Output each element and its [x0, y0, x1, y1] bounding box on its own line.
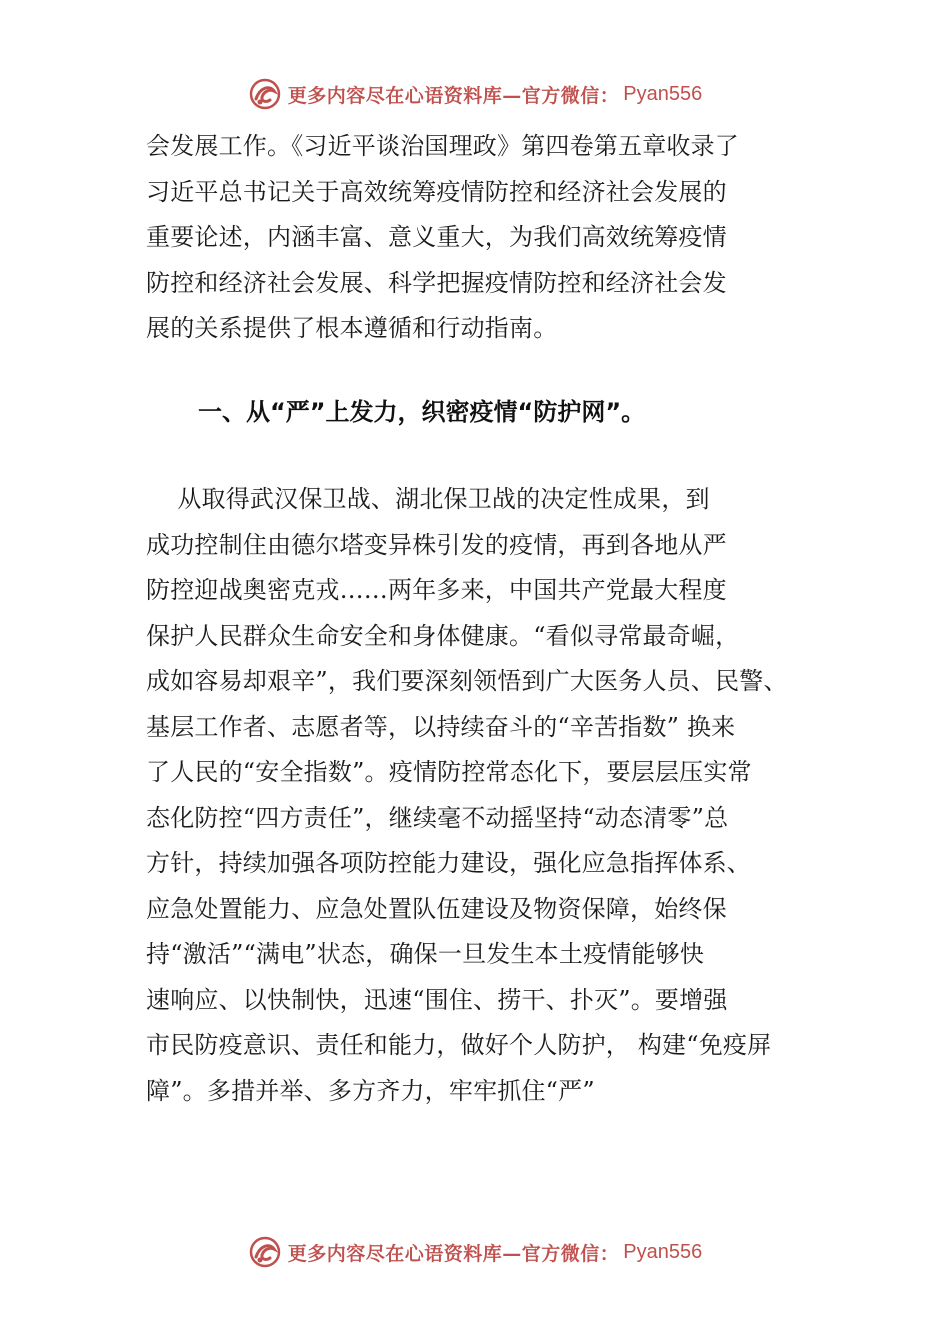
text-line: 成如容易却艰辛”，我们要深刻领悟到广大医务人员、民警、 [146, 667, 788, 695]
text-line: 市民防疫意识、责任和能力，做好个人防护， 构建“免疫屏 [146, 1031, 772, 1059]
text-line: 障”。多措并举、多方齐力，牢牢抓住“严” [146, 1076, 595, 1105]
header-watermark [0, 74, 950, 114]
watermark-text: 更多内容尽在心语资料库—官方微信： [287, 84, 620, 107]
watermark-text: 更多内容尽在心语资料库—官方微信： [287, 1242, 620, 1265]
watermark-contact: Pyan556 [623, 82, 703, 105]
text-line: 持“激活”“满电”状态，确保一旦发生本土疫情能够快 [146, 940, 705, 968]
text-line: 应急处置能力、应急处置队伍建设及物资保障，始终保 [146, 894, 727, 923]
text-line: 习近平总书记关于高效统筹疫情防控和经济社会发展的 [146, 177, 727, 206]
text-line: 成功控制住由德尔塔变异株引发的疫情，再到各地从严 [146, 530, 727, 559]
text-line: 会发展工作。《习近平谈治国理政》第四卷第五章收录了 [146, 132, 739, 160]
text-line: 展的关系提供了根本遵循和行动指南。 [146, 314, 558, 342]
text-line: 从取得武汉保卫战、湖北保卫战的决定性成果，到 [146, 485, 710, 513]
text-line: 保护人民群众生命安全和身体健康。“看似寻常最奇崛， [146, 621, 740, 650]
text-line: 了人民的“安全指数”。疫情防控常态化下，要层层压实常 [146, 758, 752, 786]
footer-watermark [0, 1232, 950, 1272]
text-line: 速响应、以快制快，迅速“围住、捞干、扑灭”。要增强 [146, 985, 728, 1014]
section-paragraph [146, 477, 846, 1114]
text-line: 防控迎战奥密克戎……两年多来，中国共产党最大程度 [146, 576, 727, 604]
red-swirl-logo-icon [248, 1235, 282, 1269]
watermark-contact: Pyan556 [623, 1240, 703, 1263]
text-line: 基层工作者、志愿者等，以持续奋斗的“辛苦指数” 换来 [146, 712, 736, 741]
text-line: 防控和经济社会发展、科学把握疫情防控和经济社会发 [146, 268, 727, 297]
intro-paragraph [146, 124, 846, 352]
text-line: 方针，持续加强各项防控能力建设，强化应急指挥体系、 [146, 849, 751, 877]
text-line: 重要论述，内涵丰富、意义重大，为我们高效统筹疫情 [146, 223, 727, 251]
section-heading: 一、从“严”上发力，织密疫情“防护网”。 [198, 398, 646, 426]
text-line: 态化防控“四方责任”，继续毫不动摇坚持“动态清零”总 [146, 803, 729, 832]
red-swirl-logo-icon [248, 77, 282, 111]
